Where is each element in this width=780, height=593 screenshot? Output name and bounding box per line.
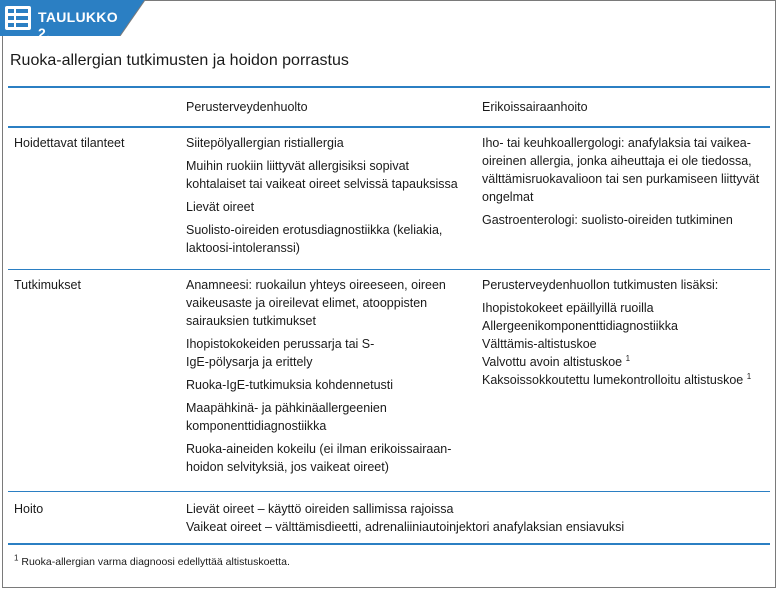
list-item: Ihopistokokeet epäillyillä ruoilla (482, 301, 654, 315)
list-item: Lievät oireet (186, 200, 255, 214)
rule-top (8, 86, 770, 88)
row-label-treatment: Hoito (14, 502, 44, 516)
row-examinations-primary (186, 276, 456, 476)
table-icon (5, 6, 31, 30)
specialist-intro: Perusterveydenhuollon tutkimusten lisäksi: (482, 278, 719, 292)
table-badge (0, 0, 130, 41)
list-item-with-footnote: Kaksoissokkoutettu lumekontrolloitu altistuskoe $^1$ (482, 371, 752, 387)
rule-row-2 (8, 491, 770, 492)
row-label-situations: Hoidettavat tilanteet (14, 136, 125, 150)
column-header-specialist: Erikoissairaanhoito (482, 100, 588, 114)
list-item-with-footnote: Valvottu avoin altistuskoe $^1$ (482, 353, 631, 369)
table-title: Ruoka-allergian tutkimusten ja hoidon porrastus (10, 52, 349, 69)
row-situations-specialist (482, 134, 764, 229)
list-item: Ruoka-aineiden kokeilu (ei ilman erikoissairaan-hoidon selvityksiä, jos vaikeat oireet) (186, 442, 452, 474)
list-item: Välttämis-altistuskoe (482, 337, 597, 351)
rule-row-1 (8, 269, 770, 270)
list-item: Ihopistokokeiden perussarja tai S-IgE-pölysarja ja erittely (186, 337, 375, 369)
list-item: Muihin ruokiin liittyvät allergisiksi sopivat kohtalaiset tai vaikeat oireet selvissä tapauksissa (186, 159, 458, 191)
footnote-marker: 1 (14, 553, 19, 563)
rule-bottom (8, 543, 770, 545)
list-item: Allergeenikomponenttidiagnostiikka (482, 319, 678, 333)
list-item: Ruoka-IgE-tutkimuksia kohdennetusti (186, 378, 394, 392)
footnote-marker: 1 (746, 371, 752, 381)
footnote-marker: 1 (625, 353, 631, 363)
row-situations-primary (186, 134, 461, 257)
list-item: Iho- tai keuhkoallergologi: anafylaksia tai vaikea-oireinen allergia, jonka aiheuttaja ei ole tiedossa, välttämisruokavalioon tai sen purkamiseen liittyvät ongelmat (482, 136, 760, 204)
column-header-primary: Perusterveydenhuolto (186, 100, 308, 114)
badge-label: TAULUKKO 2. (38, 9, 118, 41)
rule-header (8, 126, 770, 128)
row-label-examinations: Tutkimukset (14, 278, 81, 292)
list-item: Anamneesi: ruokailun yhteys oireeseen, oireen vaikeusaste ja oireilevat elimet, atooppisten sairauksien tutkimukset (186, 278, 446, 328)
row-treatment (186, 500, 766, 536)
footnote: $^1$ Ruoka-allergian varma diagnoosi edellyttää altistuskoetta. (14, 553, 290, 568)
list-item: Gastroenterologi: suolisto-oireiden tutkiminen (482, 213, 733, 227)
row-examinations-specialist (482, 276, 767, 389)
list-item: Vaikeat oireet – välttämisdieetti, adrenaliiniautoinjektori anafylaksian ensiavuksi (186, 520, 625, 534)
list-item: Lievät oireet – käyttö oireiden sallimissa rajoissa (186, 502, 454, 516)
list-item: Maapähkinä- ja pähkinäallergeenien komponenttidiagnostiikka (186, 401, 387, 433)
list-item: Siitepölyallergian ristiallergia (186, 136, 344, 150)
list-item: Suolisto-oireiden erotusdiagnostiikka (keliakia, laktoosi-intoleranssi) (186, 223, 443, 255)
